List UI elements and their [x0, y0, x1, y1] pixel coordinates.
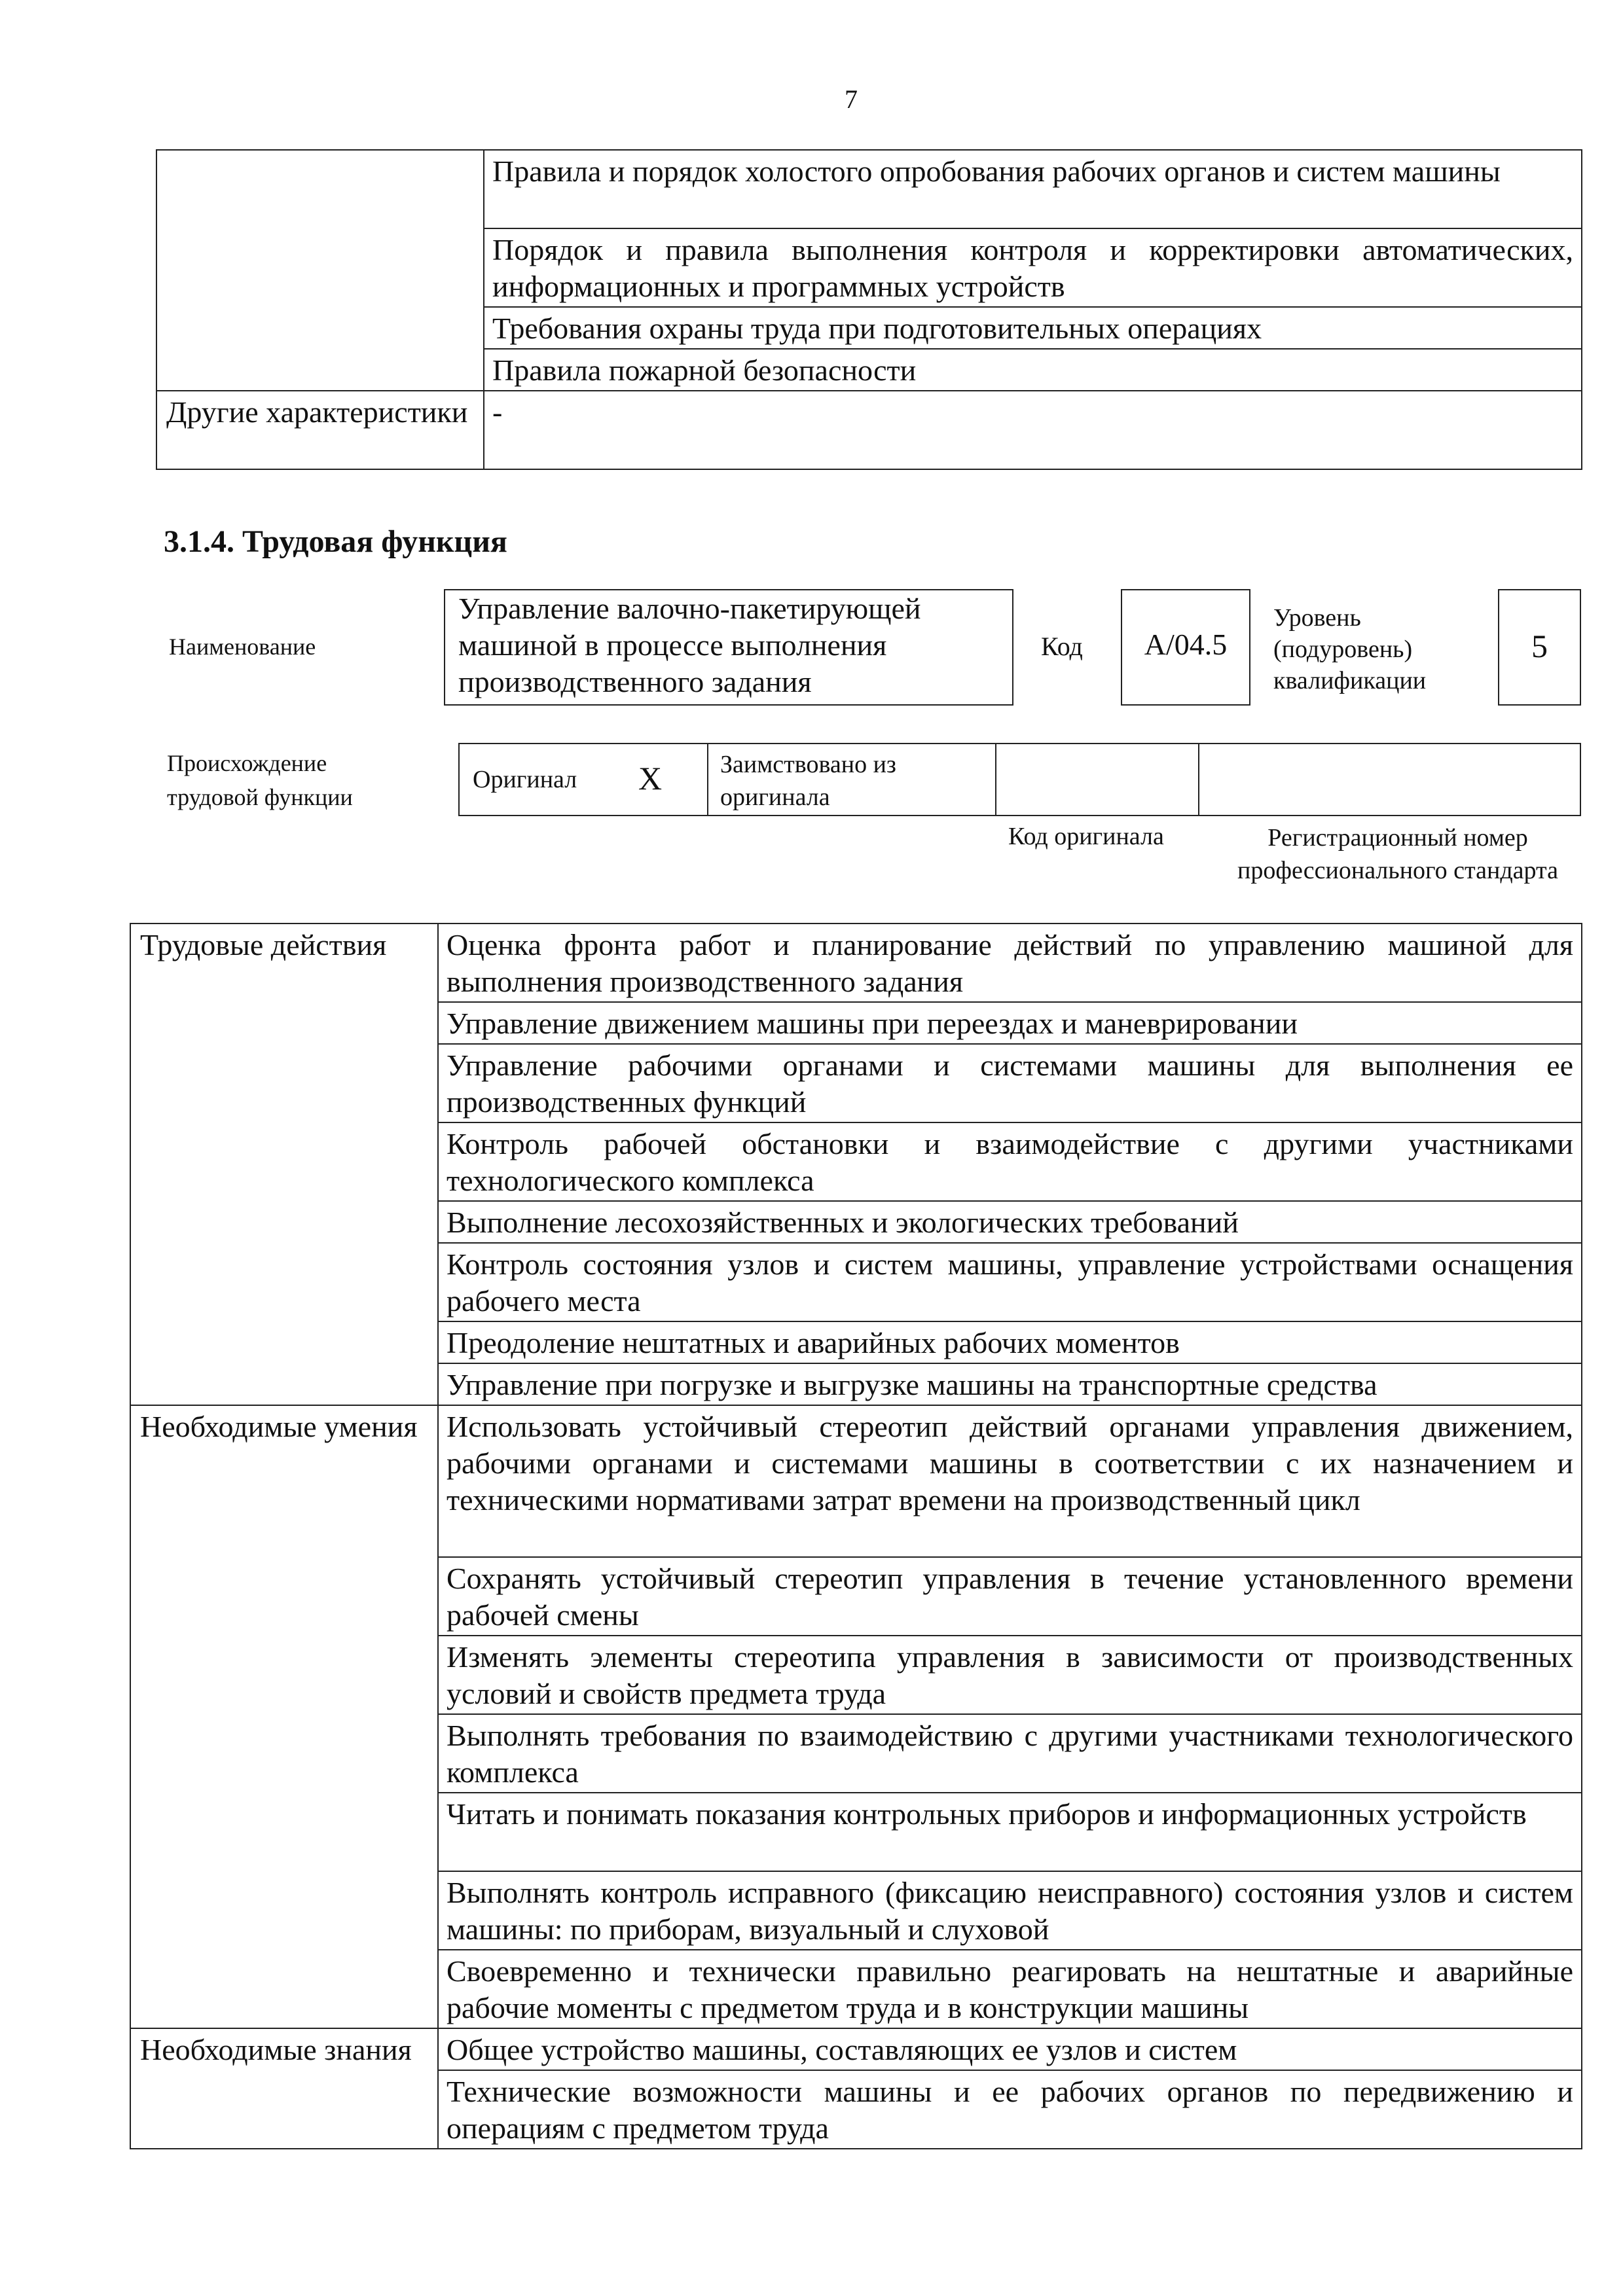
original-mark: X	[638, 760, 663, 797]
original-label: Оригинал	[473, 766, 577, 793]
table-row: Технические возможности машины и ее рабочих органов по передвижению и операциям с предметом труда	[438, 2070, 1582, 2149]
borrowed-label: Заимствовано из оригинала	[720, 751, 896, 811]
code-label: Код	[1041, 632, 1083, 661]
table-row: Читать и понимать показания контрольных приборов и информационных устройств	[438, 1793, 1582, 1871]
table-row: Выполнение лесохозяйственных и экологических требований	[438, 1201, 1582, 1243]
top-table-label-cell	[156, 150, 484, 391]
actions-label: Трудовые действия	[130, 924, 438, 1405]
level-label: Уровень (подуровень) квалификации	[1273, 604, 1427, 694]
name-label: Наименование	[169, 634, 316, 660]
knowledge-label: Необходимые знания	[130, 2028, 438, 2149]
table-row: Сохранять устойчивый стереотип управления в течение установленного времени рабочей смены	[438, 1557, 1582, 1636]
table-row: Выполнять требования по взаимодействию с другими участниками технологического комплекса	[438, 1714, 1582, 1793]
orig-code-caption: Код оригинала	[1008, 823, 1164, 850]
code-value: А/04.5	[1144, 628, 1228, 661]
reg-number-caption: Регистрационный номер профессионального стандарта	[1237, 824, 1558, 884]
table-row: Выполнять контроль исправного (фиксацию неисправного) состояния узлов и систем машины: по приборам, визуальный и слуховой	[438, 1871, 1582, 1950]
table-row: Контроль состояния узлов и систем машины, управление устройствами оснащения рабочего места	[438, 1243, 1582, 1321]
table-row: Управление при погрузке и выгрузке машины на транспортные средства	[438, 1363, 1582, 1405]
table-row: Порядок и правила выполнения контроля и корректировки автоматических, информационных и программных устройств	[484, 228, 1582, 307]
table-row: Требования охраны труда при подготовительных операциях	[484, 307, 1582, 349]
table-row: Использовать устойчивый стереотип действий органами управления движением, рабочими органами и системами машины в соответствии с их назначением и техническими нормативами затрат времени на производственный цикл	[438, 1405, 1582, 1557]
skills-label: Необходимые умения	[130, 1405, 438, 2028]
table-row: Контроль рабочей обстановки и взаимодействие с другими участниками технологического комплекса	[438, 1122, 1582, 1201]
table-row: Правила пожарной безопасности	[484, 349, 1582, 391]
section-title: 3.1.4. Трудовая функция	[164, 524, 507, 559]
origin-divider-2	[995, 743, 1199, 816]
table-row: Изменять элементы стереотипа управления в зависимости от производственных условий и свойств предмета труда	[438, 1636, 1582, 1714]
other-characteristics-value: -	[484, 391, 1582, 469]
table-row: Управление рабочими органами и системами машины для выполнения ее производственных функций	[438, 1044, 1582, 1122]
table-row: Оценка фронта работ и планирование действий по управлению машиной для выполнения производственного задания	[438, 924, 1582, 1002]
level-value: 5	[1531, 628, 1548, 664]
top-table	[156, 149, 1582, 470]
table-row: Правила и порядок холостого опробования рабочих органов и систем машины	[484, 150, 1582, 228]
table-row: Своевременно и технически правильно реагировать на нештатные и аварийные рабочие моменты с предметом труда и в конструкции машины	[438, 1950, 1582, 2028]
table-row: Общее устройство машины, составляющих ее узлов и систем	[438, 2028, 1582, 2070]
table-row: Преодоление нештатных и аварийных рабочих моментов	[438, 1321, 1582, 1363]
page-number: 7	[845, 84, 858, 114]
other-characteristics-label: Другие характеристики	[156, 391, 484, 469]
labor-function-table	[130, 923, 1582, 2149]
table-row: Управление движением машины при переездах и маневрировании	[438, 1002, 1582, 1044]
origin-label: Происхождение трудовой функции	[167, 750, 353, 810]
function-name: Управление валочно-пакетирующей машиной в процессе выполнения производственного задания	[458, 592, 921, 698]
